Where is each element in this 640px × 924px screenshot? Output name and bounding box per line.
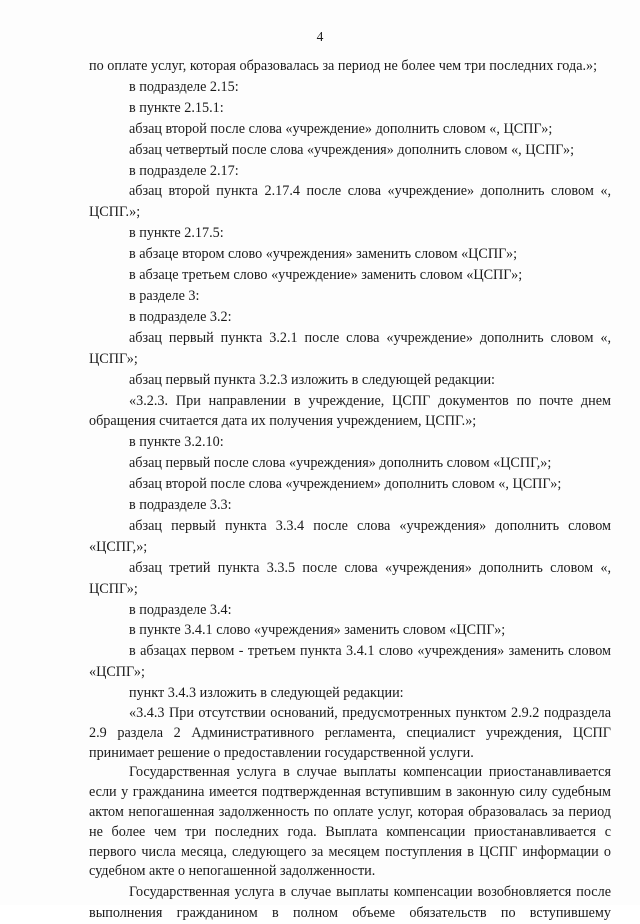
paragraph: в абзаце втором слово «учреждения» заменить словом «ЦСПГ»;: [129, 246, 518, 263]
paragraph: в подразделе 3.4:: [129, 601, 232, 618]
paragraph: в разделе 3:: [129, 287, 200, 304]
document-body: [89, 56, 611, 924]
page-number: 4: [316, 29, 324, 44]
paragraph: абзац третий пункта 3.3.5 после слова «учреждения» дополнить словом «, ЦСПГ»;: [89, 559, 611, 597]
paragraph: абзац второй после слова «учреждением» дополнить словом «, ЦСПГ»;: [129, 476, 562, 493]
paragraph: Государственная услуга в случае выплаты компенсации приостанавливается если у гражданина имеется подтвержденная вступившим в законную силу судебным актом непогашенная задолженность по оплате услуг, которая образовалась за период не более чем три последних года. Выплата компенсации приостанавливается с первого числа месяца, следующего за месяцем поступления в ЦСПГ информации о судебном акте о непогашенной задолженности.: [89, 764, 611, 880]
paragraph: «3.2.3. При направлении в учреждение, ЦСПГ документов по почте днем обращения считается дата их получения учреждением, ЦСПГ.»;: [89, 392, 611, 430]
paragraph: абзац четвертый после слова «учреждения» дополнить словом «, ЦСПГ»;: [129, 141, 575, 158]
paragraph: Государственная услуга в случае выплаты компенсации возобновляется после выполнения гражданином в полном объеме обязательств по вступившему: [89, 884, 611, 922]
paragraph: пункт 3.4.3 изложить в следующей редакции:: [129, 685, 404, 702]
paragraph: абзац первый после слова «учреждения» дополнить словом «ЦСПГ,»;: [129, 455, 552, 472]
paragraph: абзац первый пункта 3.2.3 изложить в следующей редакции:: [129, 371, 495, 388]
paragraph: абзац второй после слова «учреждение» дополнить словом «, ЦСПГ»;: [129, 120, 553, 137]
paragraph: в подразделе 3.3:: [129, 497, 232, 514]
paragraph: в абзаце третьем слово «учреждение» заменить словом «ЦСПГ»;: [129, 267, 523, 284]
paragraph: «3.4.3 При отсутствии оснований, предусмотренных пунктом 2.9.2 подраздела 2.9 раздела 2 Административного регламента, специалист учреждения, ЦСПГ принимает решение о предоставлении государственной услуги.: [89, 705, 611, 761]
paragraph: в пункте 2.15.1:: [129, 99, 224, 116]
paragraph: в пункте 2.17.5:: [129, 225, 224, 242]
paragraph: в пункте 3.2.10:: [129, 434, 224, 451]
paragraph: по оплате услуг, которая образовалась за период не более чем три последних года.»;: [89, 58, 598, 74]
paragraph: абзац первый пункта 3.2.1 после слова «учреждение» дополнить словом «, ЦСПГ»;: [89, 329, 611, 367]
paragraph: в подразделе 3.2:: [129, 308, 232, 325]
paragraph: абзац второй пункта 2.17.4 после слова «учреждение» дополнить словом «, ЦСПГ.»;: [89, 183, 611, 221]
paragraph: в подразделе 2.17:: [129, 162, 239, 179]
paragraph: абзац первый пункта 3.3.4 после слова «учреждения» дополнить словом «ЦСПГ,»;: [89, 517, 611, 555]
paragraph: в пункте 3.4.1 слово «учреждения» заменить словом «ЦСПГ»;: [129, 622, 506, 639]
paragraph: в подразделе 2.15:: [129, 78, 239, 95]
paragraph: в абзацах первом - третьем пункта 3.4.1 слово «учреждения» заменить словом «ЦСПГ»;: [89, 643, 611, 681]
